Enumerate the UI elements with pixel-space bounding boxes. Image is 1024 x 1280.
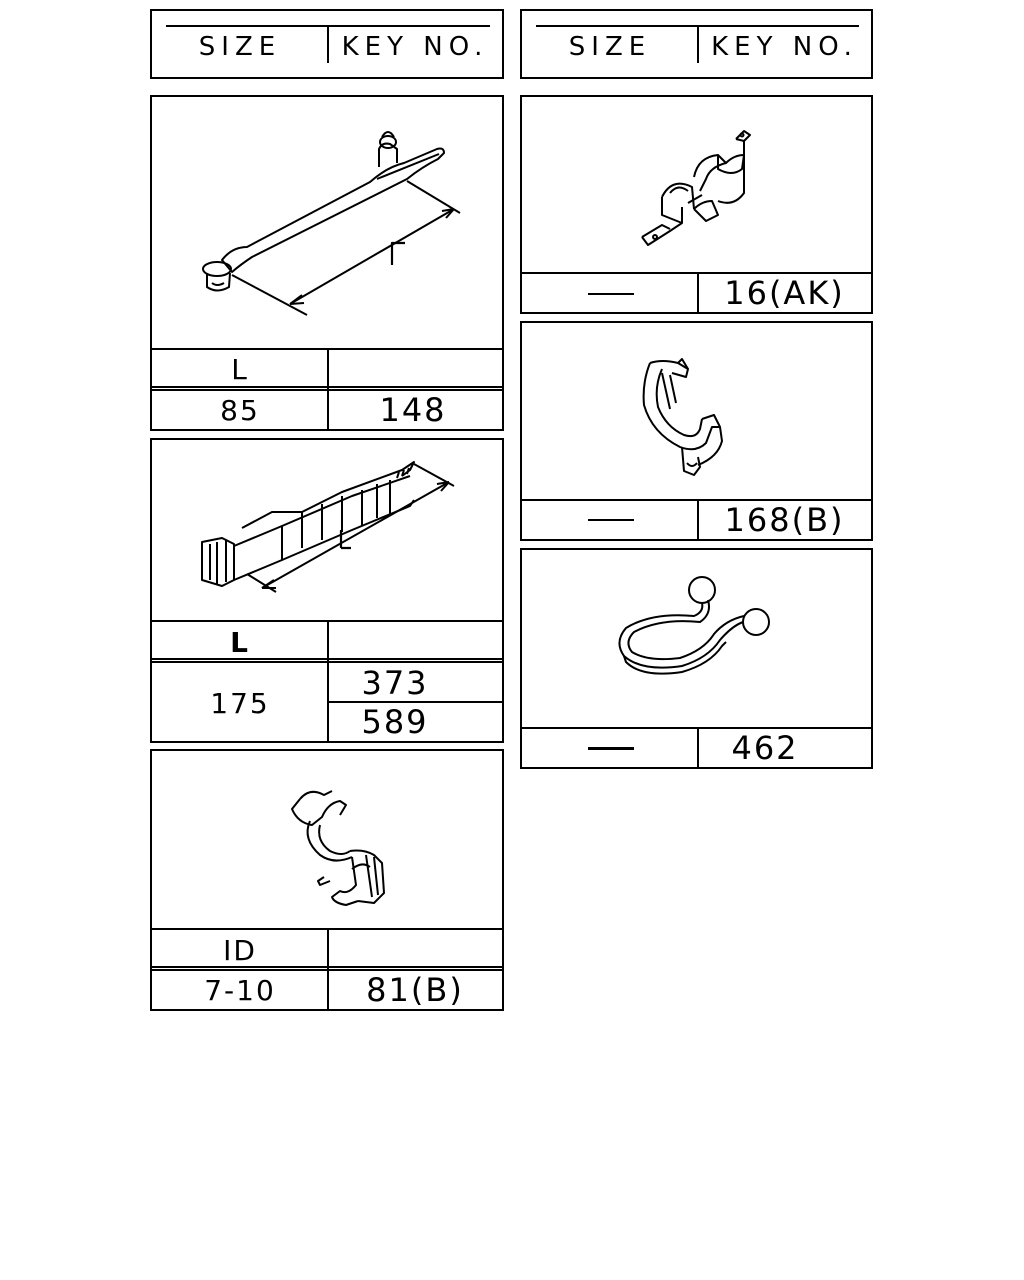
- dim-label-l-icon: [392, 243, 405, 265]
- key-no-header: KEY NO.: [711, 32, 858, 62]
- size-dash: [588, 293, 634, 295]
- part-card-band-tie-long: [150, 438, 504, 743]
- key-number: 373: [361, 664, 429, 702]
- bracket-clamp-icon: [522, 97, 871, 273]
- part-card-open-clip: [520, 321, 873, 541]
- band-clip-with-pin-icon: [152, 97, 502, 349]
- key-no-header: KEY NO.: [341, 32, 489, 62]
- hose-clamp-icon: [152, 751, 502, 929]
- part-card-twist-clip: [520, 548, 873, 769]
- key-number: 16(AK): [724, 274, 845, 312]
- key-number: 148: [379, 391, 447, 429]
- size-dash: [588, 747, 634, 750]
- size-column-label: ID: [223, 933, 257, 967]
- size-header: SIZE: [198, 32, 282, 62]
- part-card-hose-clamp: [150, 749, 504, 1011]
- key-number: 589: [361, 703, 429, 741]
- size-column-label: L: [231, 352, 249, 386]
- twist-loop-clip-icon: [522, 550, 871, 728]
- part-card-band-clip-short: [150, 95, 504, 431]
- size-value: 85: [220, 393, 260, 427]
- open-clip-icon: [522, 323, 871, 499]
- size-value: 7-10: [204, 973, 276, 1007]
- key-number: 168(B): [724, 501, 845, 539]
- key-number: 462: [731, 729, 799, 767]
- size-dash: [588, 519, 634, 521]
- left-header-table: [150, 9, 504, 79]
- size-column-label: L: [230, 625, 250, 659]
- key-number: 81(B): [366, 971, 464, 1009]
- harness-band-tie-icon: [152, 440, 502, 620]
- right-header-table: [520, 9, 873, 79]
- size-value: 175: [210, 686, 270, 720]
- part-card-bracket-clamp: [520, 95, 873, 314]
- size-header: SIZE: [568, 32, 652, 62]
